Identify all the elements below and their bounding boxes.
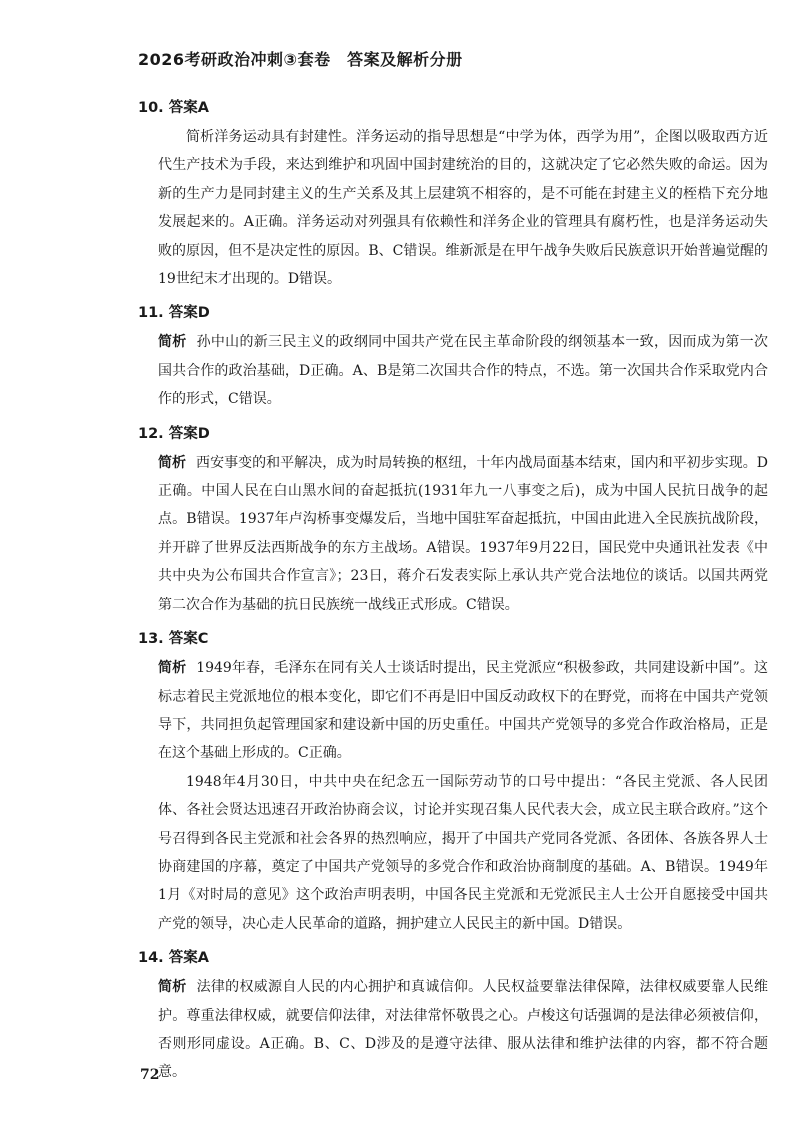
analysis-label: 简析 xyxy=(158,660,187,677)
question-10 xyxy=(138,95,768,293)
answer-heading: 13. 答案C xyxy=(138,631,209,648)
analysis-paragraph xyxy=(158,768,768,938)
question-14 xyxy=(138,945,768,1087)
analysis-label: 简析 xyxy=(158,979,187,996)
analysis-label: 简析 xyxy=(158,334,187,351)
answer-heading: 14. 答案A xyxy=(138,950,209,967)
analysis-paragraph xyxy=(158,328,768,413)
analysis-paragraph xyxy=(158,123,768,293)
analysis-paragraph xyxy=(158,654,768,768)
analysis-text: 孙中山的新三民主义的政纲同中国共产党在民主革命阶段的纲领基本一致，因而成为第一次国共合作的政治基础，D正确。A、B是第二次国共合作的特点，不选。第一次国共合作采取党内合作的形式，C错误。 xyxy=(158,334,769,408)
question-12 xyxy=(138,421,768,619)
answer-content xyxy=(138,88,768,1087)
answer-heading: 11. 答案D xyxy=(138,305,210,322)
page-number: 72 xyxy=(140,1067,160,1083)
question-11 xyxy=(138,300,768,413)
analysis-text: 简析洋务运动具有封建性。洋务运动的指导思想是“中学为体，西学为用”，企图以吸取西方近代生产技术为手段，来达到维护和巩固中国封建统治的目的，这就决定了它必然失败的命运。因为新的生产力是同封建主义的生产关系及其上层建筑不相容的，是不可能在封建主义的桎梏下充分地发展起来的。A正确。洋务运动对列强具有依赖性和洋务企业的管理具有腐朽性，也是洋务运动失败的原因，但不是决定性的原因。B、C错误。维新派是在甲午战争失败后民族意识开始普遍觉醒的19世纪末才出现的。D错误。 xyxy=(158,129,768,288)
analysis-paragraph xyxy=(158,973,768,1087)
analysis-text: 1948年4月30日，中共中央在纪念五一国际劳动节的口号中提出：“各民主党派、各人民团体、各社会贤达迅速召开政治协商会议，讨论并实现召集人民代表大会，成立民主联合政府。”这个号召得到各民主党派和社会各界的热烈响应，揭开了中国共产党同各党派、各团体、各族各界人士协商建国的序幕，奠定了中国共产党领导的多党合作和政治协商制度的基础。A、B错误。1949年1月《对时局的意见》这个政治声明表明，中国各民主党派和无党派民主人士公开自愿接受中国共产党的领导，决心走人民革命的道路，拥护建立人民民主的新中国。D错误。 xyxy=(158,773,768,932)
analysis-text: 西安事变的和平解决，成为时局转换的枢纽，十年内战局面基本结束，国内和平初步实现。D正确。中国人民在白山黑水间的奋起抵抗(1931年九一八事变之后)，成为中国人民抗日战争的起点。B错误。1937年卢沟桥事变爆发后，当地中国驻军奋起抵抗，中国由此进入全民族抗战阶段，并开辟了世界反法西斯战争的东方主战场。A错误。1937年9月22日，国民党中央通讯社发表《中共中央为公布国共合作宣言》；23日，蒋介石发表实际上承认共产党合法地位的谈话。以国共两党第二次合作为基础的抗日民族统一战线正式形成。C错误。 xyxy=(158,454,768,613)
question-13 xyxy=(138,626,768,938)
analysis-label: 简析 xyxy=(158,454,187,471)
page-header-title: 2026考研政治冲刺③套卷 答案及解析分册 xyxy=(138,50,463,69)
answer-heading: 10. 答案A xyxy=(138,100,209,116)
analysis-paragraph xyxy=(158,449,768,619)
analysis-text: 法律的权威源自人民的内心拥护和真诚信仰。人民权益要靠法律保障，法律权威要靠人民维护。尊重法律权威，就要信仰法律，对法律常怀敬畏之心。卢梭这句话强调的是法律必须被信仰，否则形同虚设。A正确。B、C、D涉及的是遵守法律、服从法律和维护法律的内容，都不符合题意。 xyxy=(158,979,769,1081)
answer-heading: 12. 答案D xyxy=(138,425,210,442)
analysis-text: 1949年春，毛泽东在同有关人士谈话时提出，民主党派应“积极参政，共同建设新中国”。这标志着民主党派地位的根本变化，即它们不再是旧中国反动政权下的在野党，而将在中国共产党领导下，共同担负起管理国家和建设新中国的历史重任。中国共产党领导的多党合作政治格局，正是在这个基础上形成的。C正确。 xyxy=(158,660,768,762)
